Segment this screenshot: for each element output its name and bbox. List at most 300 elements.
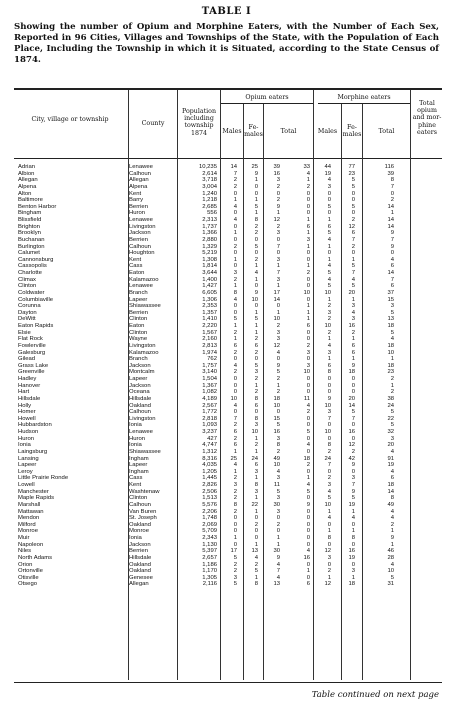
- table-row: [14, 535, 442, 542]
- cell-opium-females: 2: [254, 521, 258, 528]
- cell-population: 2,206: [202, 508, 217, 515]
- cell-population: 1,357: [202, 309, 217, 316]
- cell-morphine-total: 5: [351, 409, 355, 416]
- cell-morphine-males: 6: [306, 323, 310, 329]
- cell-morphine-males: 0: [306, 528, 310, 535]
- cell-opium-females: 0: [254, 356, 258, 363]
- cell-city: Homer: [18, 409, 36, 416]
- header-morphine-females: Fe-males: [342, 124, 362, 139]
- cell-city: Charlotte: [18, 270, 42, 276]
- cell-county: Ingham: [129, 468, 149, 475]
- cell-morphine-males: 0: [306, 250, 310, 257]
- cell-county: Van Buren: [129, 508, 157, 515]
- cell-opium-females: 9: [254, 289, 258, 296]
- table-row: [14, 482, 442, 489]
- cell-grand-total: 6: [390, 263, 394, 270]
- cell-morphine-females: 7: [327, 415, 331, 422]
- cell-county: Kalamazoo: [129, 276, 159, 283]
- cell-opium-females: 2: [254, 442, 258, 449]
- cell-opium-total: 0: [276, 236, 280, 243]
- cell-grand-total: 8: [390, 177, 394, 184]
- cell-opium-females: 6: [254, 402, 258, 409]
- cell-morphine-males: 1: [306, 263, 310, 270]
- cell-population: 1,504: [202, 376, 217, 382]
- cell-morphine-males: 0: [306, 435, 310, 442]
- cell-morphine-females: 3: [327, 409, 331, 416]
- cell-grand-total: 5: [390, 309, 394, 316]
- cell-county: Monroe: [129, 528, 149, 535]
- cell-opium-males: 7: [233, 170, 237, 177]
- cell-opium-males: 2: [233, 349, 237, 356]
- cell-morphine-females: 10: [324, 429, 331, 435]
- cell-morphine-females: 3: [327, 482, 331, 488]
- cell-opium-total: 3: [276, 336, 280, 343]
- cell-morphine-females: 4: [327, 263, 331, 270]
- cell-population: 2,813: [202, 342, 217, 349]
- header-county: County: [141, 120, 165, 127]
- table-row: [14, 396, 442, 403]
- cell-county: Branch: [129, 356, 148, 363]
- cell-grand-total: 31: [387, 581, 394, 588]
- cell-morphine-females: 4: [327, 236, 331, 243]
- cell-city: Leroy: [18, 468, 33, 475]
- cell-city: Elsie: [18, 329, 31, 336]
- cell-grand-total: 5: [390, 329, 394, 336]
- cell-opium-males: 1: [233, 283, 237, 290]
- cell-city: Lowell: [18, 482, 35, 488]
- cell-city: Brooklyn: [18, 230, 41, 237]
- cell-population: 1,366: [202, 230, 217, 237]
- cell-population: 3,644: [202, 270, 217, 276]
- cell-county: Hillsdale: [129, 554, 152, 561]
- cell-grand-total: 2: [390, 521, 394, 528]
- cell-morphine-males: 0: [306, 283, 310, 290]
- cell-morphine-females: 0: [327, 521, 331, 528]
- cell-grand-total: 14: [387, 217, 394, 223]
- cell-county: Ingham: [129, 455, 149, 462]
- header-city: City, village or township: [31, 116, 109, 123]
- cell-opium-total: 2: [276, 197, 280, 204]
- cell-morphine-total: 9: [351, 488, 355, 495]
- cell-opium-total: 30: [273, 548, 280, 555]
- cell-opium-females: 1: [254, 574, 258, 581]
- cell-morphine-total: 5: [351, 203, 355, 210]
- table-row: [14, 303, 442, 310]
- header-population: Population including township 1874: [181, 108, 217, 137]
- cell-morphine-females: 1: [327, 356, 331, 363]
- cell-grand-total: 46: [387, 548, 394, 555]
- table-row: [14, 177, 442, 184]
- cell-morphine-total: 4: [351, 515, 355, 522]
- cell-opium-females: 3: [254, 422, 258, 429]
- cell-grand-total: 7: [390, 236, 394, 243]
- cell-opium-males: 0: [233, 376, 237, 382]
- cell-opium-total: 3: [276, 435, 280, 442]
- cell-county: Clinton: [129, 495, 148, 502]
- cell-opium-total: 1: [276, 283, 280, 290]
- cell-city: Eaton Rapids: [18, 323, 54, 329]
- cell-opium-total: 17: [273, 289, 280, 296]
- cell-county: Lapeer: [129, 462, 148, 469]
- table-row: [14, 522, 442, 529]
- cell-morphine-males: 1: [306, 177, 310, 184]
- cell-opium-males: 2: [233, 488, 237, 495]
- cell-opium-total: 3: [276, 495, 280, 502]
- cell-morphine-males: 0: [306, 197, 310, 204]
- cell-grand-total: 0: [390, 250, 394, 257]
- cell-county: Livingston: [129, 415, 156, 422]
- cell-morphine-females: 44: [324, 164, 331, 170]
- cell-opium-females: 1: [254, 508, 258, 515]
- cell-opium-total: 1: [276, 382, 280, 389]
- cell-opium-males: 0: [233, 528, 237, 535]
- cell-opium-females: 22: [251, 501, 258, 508]
- cell-morphine-females: 0: [327, 389, 331, 396]
- cell-morphine-total: 5: [351, 183, 355, 190]
- cell-opium-total: 1: [276, 309, 280, 316]
- cell-morphine-total: 2: [351, 448, 355, 455]
- cell-morphine-females: 8: [327, 535, 331, 541]
- table-row: [14, 489, 442, 496]
- cell-grand-total: 6: [390, 475, 394, 482]
- cell-city: Buchanan: [18, 236, 45, 243]
- cell-grand-total: 0: [390, 190, 394, 197]
- cell-city: Corunna: [18, 303, 41, 310]
- cell-opium-males: 3: [233, 270, 237, 276]
- cell-opium-total: 3: [276, 256, 280, 263]
- cell-morphine-total: 3: [351, 316, 355, 323]
- cell-city: Alton: [18, 190, 32, 197]
- cell-morphine-females: 1: [327, 256, 331, 263]
- cell-city: Alpena: [18, 183, 37, 190]
- cell-opium-total: 11: [273, 482, 280, 488]
- cell-opium-total: 5: [276, 422, 280, 429]
- cell-morphine-total: 1: [351, 356, 355, 363]
- cell-morphine-males: 4: [306, 402, 310, 409]
- header-opium-total: Total: [280, 128, 297, 135]
- cell-opium-females: 8: [254, 395, 258, 402]
- cell-population: 1,400: [202, 276, 217, 283]
- cell-opium-males: 2: [233, 243, 237, 250]
- table-row: [14, 515, 442, 522]
- table-row: [14, 562, 442, 569]
- cell-population: 1,737: [202, 223, 217, 230]
- cell-morphine-females: 19: [324, 170, 331, 177]
- cell-opium-females: 25: [251, 164, 258, 170]
- cell-city: Ionia: [18, 442, 31, 449]
- continued-note: Table continued on next page: [311, 690, 439, 700]
- table-row: [14, 422, 442, 429]
- cell-grand-total: 2: [390, 389, 394, 396]
- cell-opium-total: 13: [273, 581, 280, 588]
- cell-population: 2,818: [202, 415, 217, 422]
- cell-morphine-total: 1: [351, 296, 355, 303]
- cell-population: 1,410: [202, 316, 217, 323]
- cell-population: 3,718: [202, 177, 217, 184]
- cell-grand-total: 4: [390, 336, 394, 343]
- cell-opium-total: 0: [276, 303, 280, 310]
- cell-opium-total: 1: [276, 535, 280, 541]
- cell-opium-total: 3: [276, 177, 280, 184]
- cell-morphine-males: 10: [303, 369, 310, 376]
- cell-county: Barry: [129, 197, 144, 204]
- cell-city: Climax: [18, 276, 36, 283]
- cell-opium-females: 2: [254, 256, 258, 263]
- cell-population: 1,093: [202, 422, 217, 429]
- cell-morphine-total: 2: [351, 217, 355, 223]
- cell-grand-total: 5: [390, 422, 394, 429]
- cell-grand-total: 7: [390, 276, 394, 283]
- cell-city: Laingsburg: [18, 448, 48, 455]
- cell-county: Oakland: [129, 521, 151, 528]
- table-row: [14, 548, 442, 555]
- cell-city: Brighton: [18, 223, 40, 230]
- cell-morphine-total: 0: [351, 422, 355, 429]
- cell-morphine-total: 20: [348, 289, 355, 296]
- cell-county: Lenawee: [129, 429, 153, 435]
- cell-opium-males: 1: [233, 448, 237, 455]
- cell-opium-females: 8: [254, 482, 258, 488]
- table-row: [14, 197, 442, 204]
- cell-population: 6,605: [202, 289, 217, 296]
- cell-opium-females: 1: [254, 263, 258, 270]
- cell-opium-females: 6: [254, 462, 258, 469]
- cell-county: Shiawassee: [129, 303, 161, 310]
- cell-population: 1,240: [202, 190, 217, 197]
- cell-population: 556: [207, 210, 217, 217]
- cell-morphine-females: 0: [327, 250, 331, 257]
- cell-opium-total: 2: [276, 448, 280, 455]
- cell-opium-males: 0: [233, 210, 237, 217]
- cell-morphine-males: 1: [306, 230, 310, 237]
- cell-morphine-females: 6: [327, 223, 331, 230]
- cell-county: Lapeer: [129, 296, 148, 303]
- cell-opium-males: 0: [233, 515, 237, 522]
- cell-morphine-males: 6: [306, 581, 310, 588]
- cell-morphine-females: 10: [324, 402, 331, 409]
- cell-opium-total: 2: [276, 323, 280, 329]
- cell-population: 2,220: [202, 323, 217, 329]
- table-caption: Showing the number of Opium and Morphine Eaters, with the Number of Each Sex, Reported in 96 Cities, Villages and Townships of the State, with the Population of Each Place, Including the Township in which it is Situated, according to the State Census of 1874.: [14, 22, 439, 65]
- cell-opium-total: 3: [276, 329, 280, 336]
- cell-morphine-total: 0: [351, 468, 355, 475]
- cell-morphine-total: 0: [351, 435, 355, 442]
- cell-city: Fowlerville: [18, 342, 46, 349]
- cell-opium-total: 9: [276, 362, 280, 369]
- cell-population: 8,316: [202, 455, 217, 462]
- cell-opium-total: 30: [273, 501, 280, 508]
- cell-population: 2,685: [202, 203, 217, 210]
- cell-morphine-females: 5: [327, 230, 331, 237]
- cell-population: 2,116: [202, 581, 217, 588]
- cell-grand-total: 49: [387, 501, 394, 508]
- table-row: [14, 330, 442, 337]
- cell-opium-total: 39: [273, 164, 280, 170]
- cell-opium-females: 4: [254, 270, 258, 276]
- cell-county: Jackson: [129, 382, 151, 389]
- cell-opium-males: 0: [233, 190, 237, 197]
- cell-opium-total: 3: [276, 475, 280, 482]
- cell-city: Calumet: [18, 250, 40, 257]
- cell-morphine-males: 1: [306, 568, 310, 575]
- cell-morphine-total: 6: [351, 349, 355, 356]
- cell-morphine-total: 12: [348, 442, 355, 449]
- cell-county: Calhoun: [129, 501, 151, 508]
- cell-opium-total: 0: [276, 409, 280, 416]
- cell-opium-males: 25: [230, 455, 237, 462]
- cell-grand-total: 4: [390, 561, 394, 568]
- cell-morphine-males: 0: [306, 389, 310, 396]
- cell-county: Ionia: [129, 442, 142, 449]
- cell-county: Houghton: [129, 250, 155, 257]
- cell-morphine-males: 2: [306, 462, 310, 469]
- cell-opium-total: 10: [273, 462, 280, 469]
- cell-county: Calhoun: [129, 170, 151, 177]
- cell-opium-total: 1: [276, 541, 280, 548]
- cell-population: 2,353: [202, 303, 217, 310]
- table-row: [14, 297, 442, 304]
- cell-population: 2,343: [202, 535, 217, 541]
- cell-opium-total: 7: [276, 568, 280, 575]
- cell-county: Oceana: [129, 389, 150, 396]
- cell-city: North Adams: [18, 554, 53, 561]
- cell-opium-females: 1: [254, 541, 258, 548]
- table-row: [14, 416, 442, 423]
- cell-morphine-total: 9: [351, 362, 355, 369]
- cell-population: 2,567: [202, 402, 217, 409]
- cell-city: Lansing: [18, 455, 39, 462]
- cell-morphine-males: 6: [306, 223, 310, 230]
- table-row: [14, 356, 442, 363]
- cell-morphine-total: 7: [351, 270, 355, 276]
- cell-morphine-females: 12: [324, 548, 331, 555]
- cell-grand-total: 13: [387, 316, 394, 323]
- cell-morphine-males: 0: [306, 203, 310, 210]
- cell-morphine-total: 1: [351, 574, 355, 581]
- cell-morphine-total: 42: [348, 455, 355, 462]
- cell-opium-males: 2: [233, 561, 237, 568]
- cell-morphine-total: 7: [351, 482, 355, 488]
- cell-population: 4,747: [202, 442, 217, 449]
- table-row: [14, 369, 442, 376]
- cell-opium-total: 2: [276, 521, 280, 528]
- cell-population: 2,506: [202, 488, 217, 495]
- cell-county: Allegan: [129, 177, 149, 184]
- cell-morphine-males: 0: [306, 256, 310, 263]
- cell-opium-females: 0: [254, 190, 258, 197]
- cell-morphine-total: 16: [348, 323, 355, 329]
- cell-population: 1,513: [202, 495, 217, 502]
- table-row: [14, 442, 442, 449]
- table-row: [14, 316, 442, 323]
- cell-opium-total: 1: [276, 210, 280, 217]
- table-row: [14, 581, 442, 588]
- cell-morphine-males: 2: [306, 183, 310, 190]
- cell-population: 1,308: [202, 256, 217, 263]
- cell-morphine-females: 5: [327, 270, 331, 276]
- cell-opium-females: 0: [254, 535, 258, 541]
- cell-county: Ionia: [129, 422, 142, 429]
- cell-morphine-males: 0: [306, 422, 310, 429]
- cell-county: Jackson: [129, 362, 151, 369]
- cell-opium-females: 6: [254, 342, 258, 349]
- cell-opium-males: 5: [233, 554, 237, 561]
- cell-grand-total: 37: [387, 289, 394, 296]
- cell-morphine-males: 1: [306, 309, 310, 316]
- cell-population: 1,312: [202, 448, 217, 455]
- cell-grand-total: 5: [390, 409, 394, 416]
- cell-morphine-females: 0: [327, 197, 331, 204]
- cell-opium-total: 0: [276, 515, 280, 522]
- cell-city: Flat Rock: [18, 336, 43, 343]
- cell-opium-males: 17: [230, 548, 237, 555]
- cell-population: 2,826: [202, 482, 217, 488]
- table-row: [14, 555, 442, 562]
- cell-city: Howell: [18, 415, 36, 422]
- cell-opium-males: 1: [233, 323, 237, 329]
- cell-grand-total: 1: [390, 541, 394, 548]
- cell-county: Livingston: [129, 223, 156, 230]
- cell-opium-females: 1: [254, 276, 258, 283]
- cell-opium-females: 5: [254, 362, 258, 369]
- cell-morphine-total: 4: [351, 276, 355, 283]
- cell-grand-total: 14: [387, 488, 394, 495]
- cell-opium-females: 13: [251, 548, 258, 555]
- cell-grand-total: 23: [387, 369, 394, 376]
- cell-population: 1,567: [202, 329, 217, 336]
- cell-city: Clinton: [18, 283, 37, 290]
- cell-county: Kent: [129, 256, 142, 263]
- cell-morphine-males: 3: [306, 362, 310, 369]
- cell-morphine-females: 4: [327, 342, 331, 349]
- cell-morphine-total: 19: [348, 501, 355, 508]
- cell-opium-total: 5: [276, 369, 280, 376]
- cell-opium-total: 8: [276, 442, 280, 449]
- cell-grand-total: 9: [390, 230, 394, 237]
- cell-population: 3,140: [202, 369, 217, 376]
- cell-opium-males: 6: [233, 429, 237, 435]
- cell-opium-total: 16: [273, 170, 280, 177]
- cell-opium-males: 2: [233, 329, 237, 336]
- cell-city: Albion: [18, 170, 35, 177]
- cell-morphine-males: 4: [306, 482, 310, 488]
- table-row: [14, 164, 442, 171]
- cell-morphine-males: 3: [306, 236, 310, 243]
- table-row: [14, 462, 442, 469]
- cell-opium-total: 10: [273, 316, 280, 323]
- cell-population: 1,772: [202, 409, 217, 416]
- cell-population: 1,306: [202, 296, 217, 303]
- cell-morphine-females: 8: [327, 442, 331, 449]
- cell-county: Kalamazoo: [129, 349, 159, 356]
- cell-opium-females: 3: [254, 369, 258, 376]
- cell-city: Mattawan: [18, 508, 44, 515]
- cell-morphine-males: 0: [306, 296, 310, 303]
- cell-morphine-females: 2: [327, 568, 331, 575]
- cell-morphine-females: 2: [327, 329, 331, 336]
- cell-morphine-females: 6: [327, 362, 331, 369]
- cell-morphine-total: 2: [351, 243, 355, 250]
- cell-morphine-males: 18: [303, 455, 310, 462]
- cell-opium-males: 1: [233, 336, 237, 343]
- cell-opium-males: 0: [233, 541, 237, 548]
- cell-morphine-females: 12: [324, 581, 331, 588]
- cell-opium-males: 0: [233, 223, 237, 230]
- cell-population: 5,709: [202, 528, 217, 535]
- cell-population: 3,237: [202, 429, 217, 435]
- cell-population: 5,576: [202, 501, 217, 508]
- cell-opium-males: 7: [233, 415, 237, 422]
